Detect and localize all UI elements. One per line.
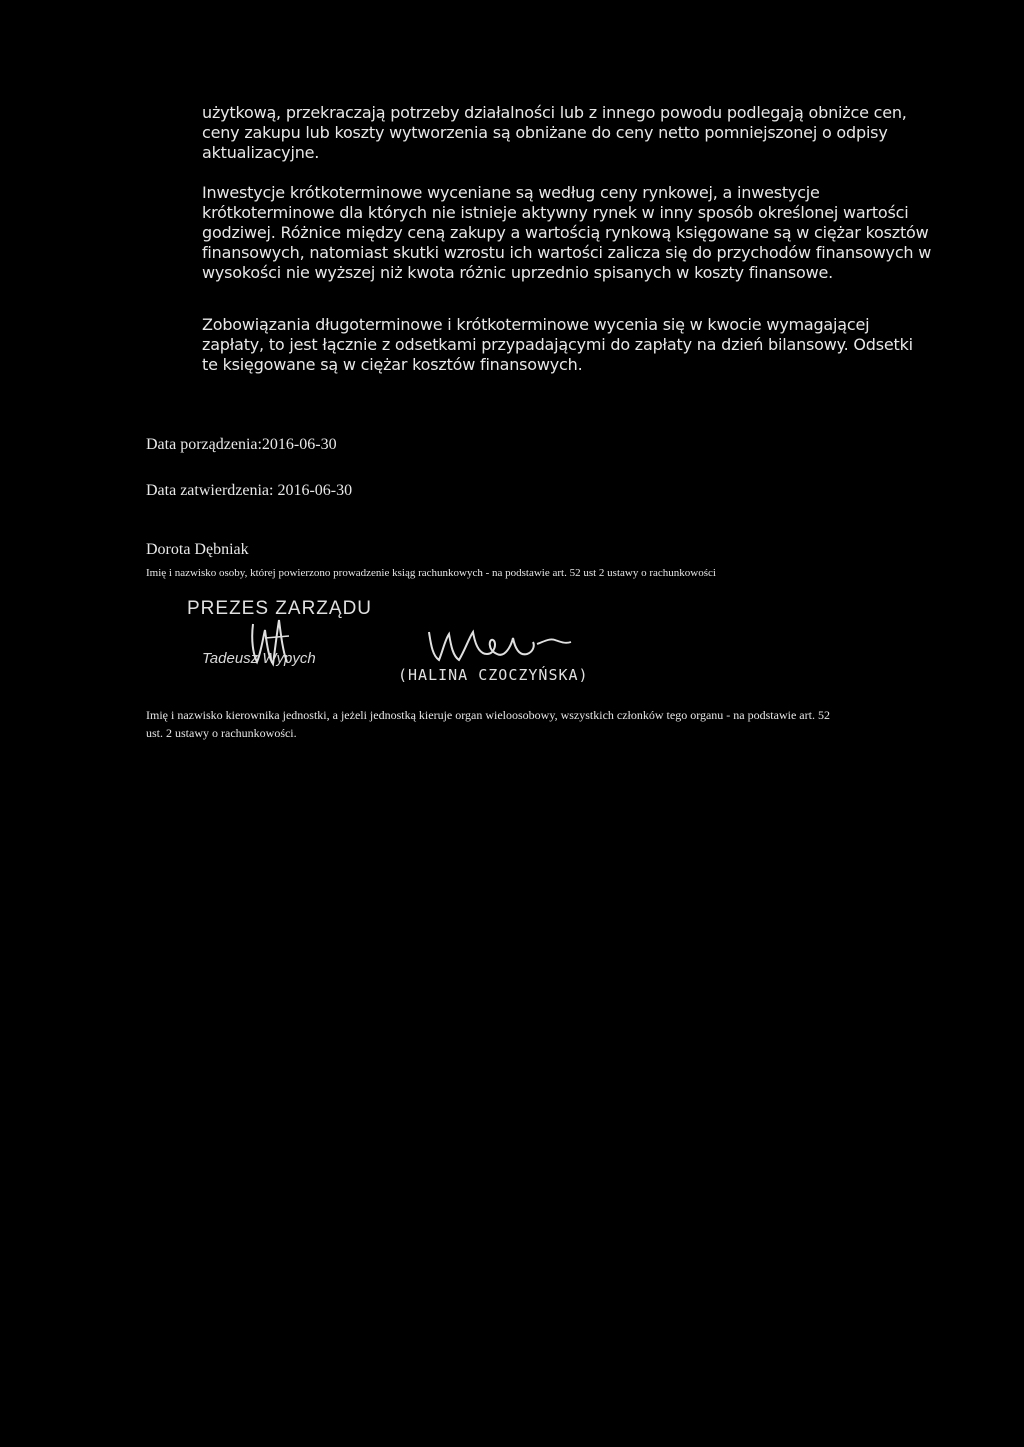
paragraph-liabilities: Zobowiązania długoterminowe i krótkoterminowe wycenia się w kwocie wymagającej zapłaty, to jest łącznie z odsetkami przypadającymi do zapłaty na dzień bilansowy. Odsetki te księgowane są w ciężar kosztów finansowych. (202, 315, 913, 374)
management-caption: Imię i nazwisko kierownika jednostki, a jeżeli jednostką kieruje organ wieloosobowy, wszystkich członków tego organu - na podstawie art. 52 ust. 2 ustawy o rachunkowości. (146, 708, 830, 740)
bookkeeper-name: Dorota Dębniak (146, 541, 249, 558)
member-signature (425, 620, 575, 668)
approval-date: Data zatwierdzenia: 2016-06-30 (146, 482, 353, 499)
president-signature (245, 612, 305, 672)
president-stamp-name: Tadeusz Wypych (202, 650, 316, 667)
preparation-date: Data porządzenia:2016-06-30 (146, 436, 337, 453)
handwritten-member-name: (HALINA CZOCZYŃSKA) (398, 666, 589, 684)
president-stamp-title: PREZES ZARZĄDU (187, 598, 373, 619)
bookkeeper-caption: Imię i nazwisko osoby, której powierzono prowadzenie ksiąg rachunkowych - na podstawie art. 52 ust 2 ustawy o rachunkowości (146, 567, 716, 579)
paragraph-valuation: użytkową, przekraczają potrzeby działalności lub z innego powodu podlegają obniżce cen, ceny zakupu lub koszty wytworzenia są obniżane do ceny netto pomniejszonej o odpisy aktualizacyjne. (202, 103, 907, 162)
paragraph-short-term-investments: Inwestycje krótkoterminowe wyceniane są według ceny rynkowej, a inwestycje krótkoterminowe dla których nie istnieje aktywny rynek w inny sposób określonej wartości godziwej. Różnice między ceną zakupy a wartością rynkową księgowane są w ciężar kosztów finansowych, natomiast skutki wzrostu ich wartości zalicza się do przychodów finansowych w wysokości nie wyższej niż kwota różnic uprzednio spisanych w koszty finansowe. (202, 183, 932, 282)
